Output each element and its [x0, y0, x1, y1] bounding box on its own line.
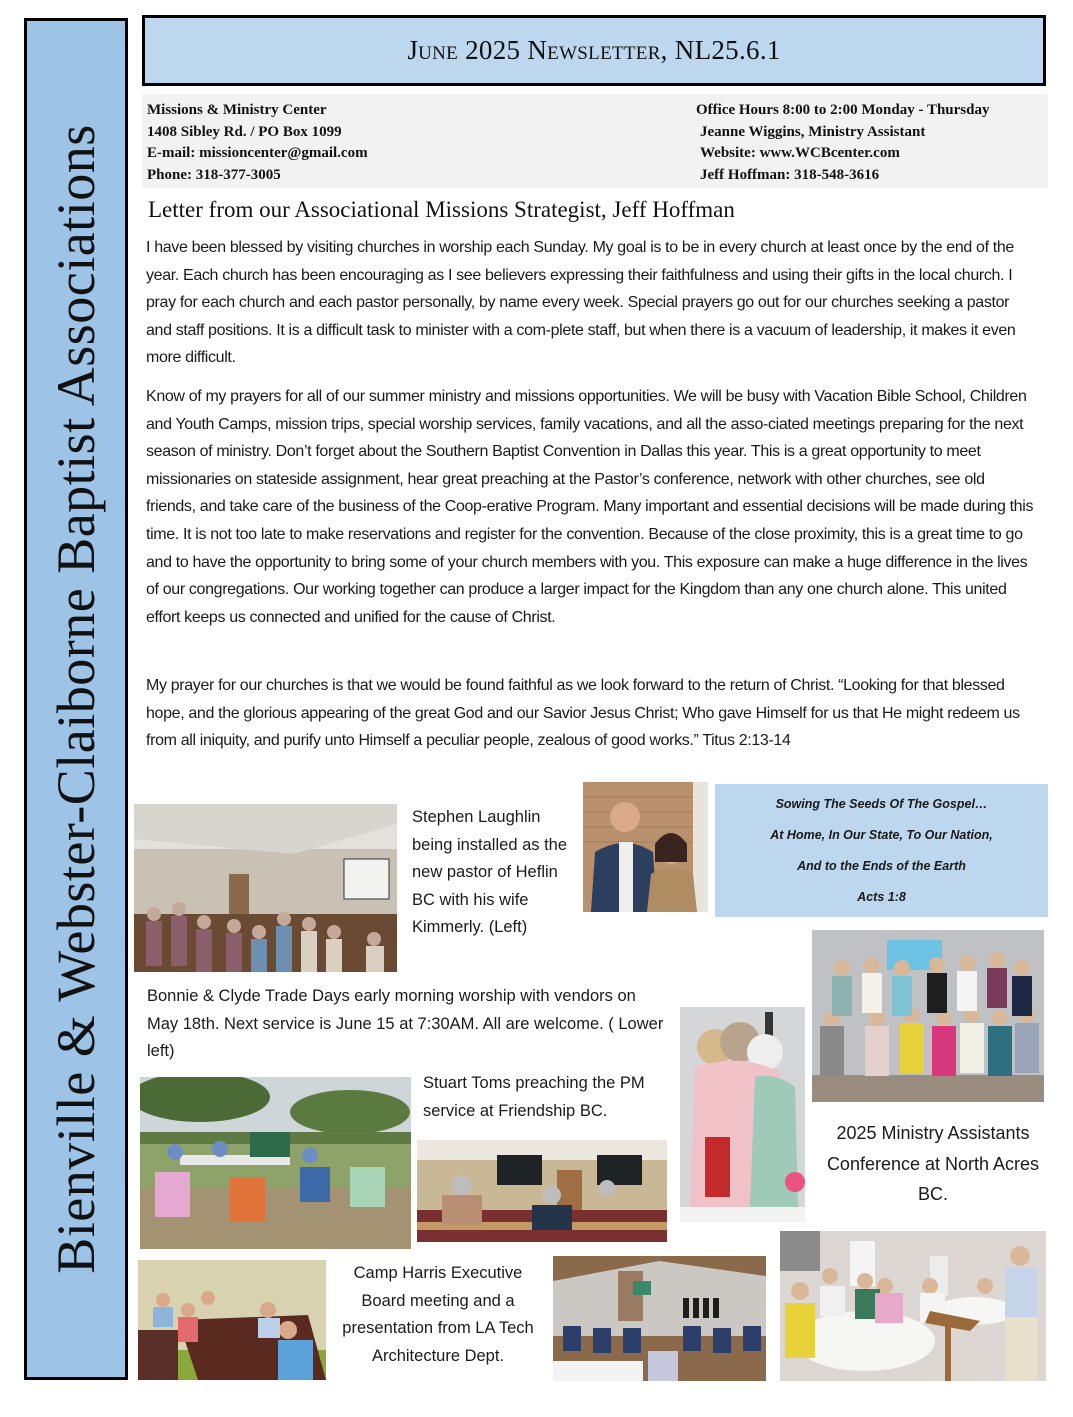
email: E-mail: missioncenter@gmail.com: [147, 145, 368, 161]
speaker-luncheon-image: [780, 1231, 1046, 1381]
photo-ministry-hug: [680, 1007, 805, 1222]
sidebar-banner: [24, 18, 128, 1380]
presentation-room-image: [553, 1256, 766, 1381]
photo-ministry-assistants-group: [812, 930, 1044, 1102]
letter-paragraph: My prayer for our churches is that we would be found faithful as we look forward to the return of Christ. “Looking for that blessed hope, and the glorious appearing of the great God and our Savior Jesus Christ; Who gave Himself for us that He might redeem us from all iniquity, and purify unto Himself a peculiar people, zealous of good works.” Titus 2:13-14: [146, 677, 1020, 750]
center-name: Missions & Ministry Center: [147, 102, 327, 118]
motto-box: [715, 784, 1048, 917]
outdoor-gathering-image: [140, 1077, 411, 1249]
motto-line: And to the Ends of the Earth: [797, 859, 966, 874]
contact-right: [696, 100, 989, 186]
church-interior-image: [134, 804, 397, 972]
hug-image: [680, 1007, 805, 1222]
board-meeting-image: [138, 1260, 326, 1380]
contact-info: [142, 94, 1048, 188]
group-photo-image: [812, 930, 1044, 1102]
strategist-phone: Jeff Hoffman: 318-548-3616: [700, 166, 880, 183]
photo-installation-service: [134, 804, 397, 972]
phone: Phone: 318-377-3005: [147, 166, 281, 183]
office-hours: Office Hours 8:00 to 2:00 Monday - Thursday: [696, 102, 990, 118]
motto-line: At Home, In Our State, To Our Nation,: [770, 827, 993, 842]
website: Website: www.WCBcenter.com: [700, 145, 900, 161]
photo-trade-days: [140, 1077, 411, 1249]
letter-heading: Letter from our Associational Missions Strategist, Jeff Hoffman: [148, 197, 735, 222]
caption-ministry-assistants: 2025 Ministry Assistants Conference at North Acres BC.: [826, 1123, 1040, 1204]
photo-la-tech-presentation: [553, 1256, 766, 1381]
letter-paragraph: I have been blessed by visiting churches in worship each Sunday. My goal is to be in every church at least once by the end of the year. Each church has been encouraging as I see believers expressing their faithfulness and using their gifts in the local church. I pray for each church and each pastor personally, by name every week. Special prayers go out for our churches seeking a pastor and staff positions. It is a difficult task to minister with a com-plete staff, but when there is a vacuum of leadership, it makes it even more difficult.: [146, 239, 1016, 367]
caption-installation: Stephen Laughlin being installed as the new pastor of Heflin BC with his wife Kimmerly. (Left): [412, 808, 568, 936]
newsletter-title: June 2025 Newsletter, NL25.6.1: [407, 35, 781, 65]
contact-left: [147, 100, 368, 186]
photo-camp-harris-meeting: [138, 1260, 326, 1380]
caption-friendship: Stuart Toms preaching the PM service at Friendship BC.: [423, 1074, 645, 1120]
sanctuary-image: [417, 1140, 667, 1242]
ministry-assistant: Jeanne Wiggins, Ministry Assistant: [700, 123, 926, 140]
address: 1408 Sibley Rd. / PO Box 1099: [147, 123, 342, 140]
photo-speaker-at-luncheon: [780, 1231, 1046, 1381]
caption-camp-harris: Camp Harris Executive Board meeting and a presentation from LA Tech Architecture Dept.: [342, 1264, 534, 1365]
caption-trade-days: Bonnie & Clyde Trade Days early morning worship with vendors on May 18th. Next service is June 15 at 7:30AM. All are welcome. ( Lower left): [147, 987, 664, 1060]
organization-name: Bienville & Webster-Claiborne Baptist Associations: [46, 124, 106, 1274]
motto-line: Sowing The Seeds Of The Gospel…: [775, 796, 988, 811]
letter-paragraph: Know of my prayers for all of our summer ministry and missions opportunities. We will be busy with Vacation Bible School, Children and Youth Camps, mission trips, special worship services, family vacations, and all the asso-ciated meetings preparing for the next season of ministry. Don’t forget about the Southern Baptist Convention in Dallas this year. This is a great opportunity to meet missionaries on stateside assignment, hear great preaching at the Pastor’s conference, network with other churches, see old friends, and take care of the business of the Coop-erative Program. Many important and essential decisions will be made during this time. It is not too late to make reservations and register for the convention. Because of the close proximity, this is a great time to go and to have the opportunity to bring some of your church members with you. This exposure can make a huge difference in the lives of our congregations. Our working together can produce a larger impact for the Kingdom than any one church alone. This united effort keeps us connected and unified for the cause of Christ.: [146, 388, 1034, 626]
couple-portrait-image: [583, 782, 708, 912]
masthead: [142, 15, 1046, 86]
photo-pastor-and-wife: [583, 782, 708, 912]
motto-reference: Acts 1:8: [857, 890, 906, 905]
photo-friendship-service: [417, 1140, 667, 1242]
